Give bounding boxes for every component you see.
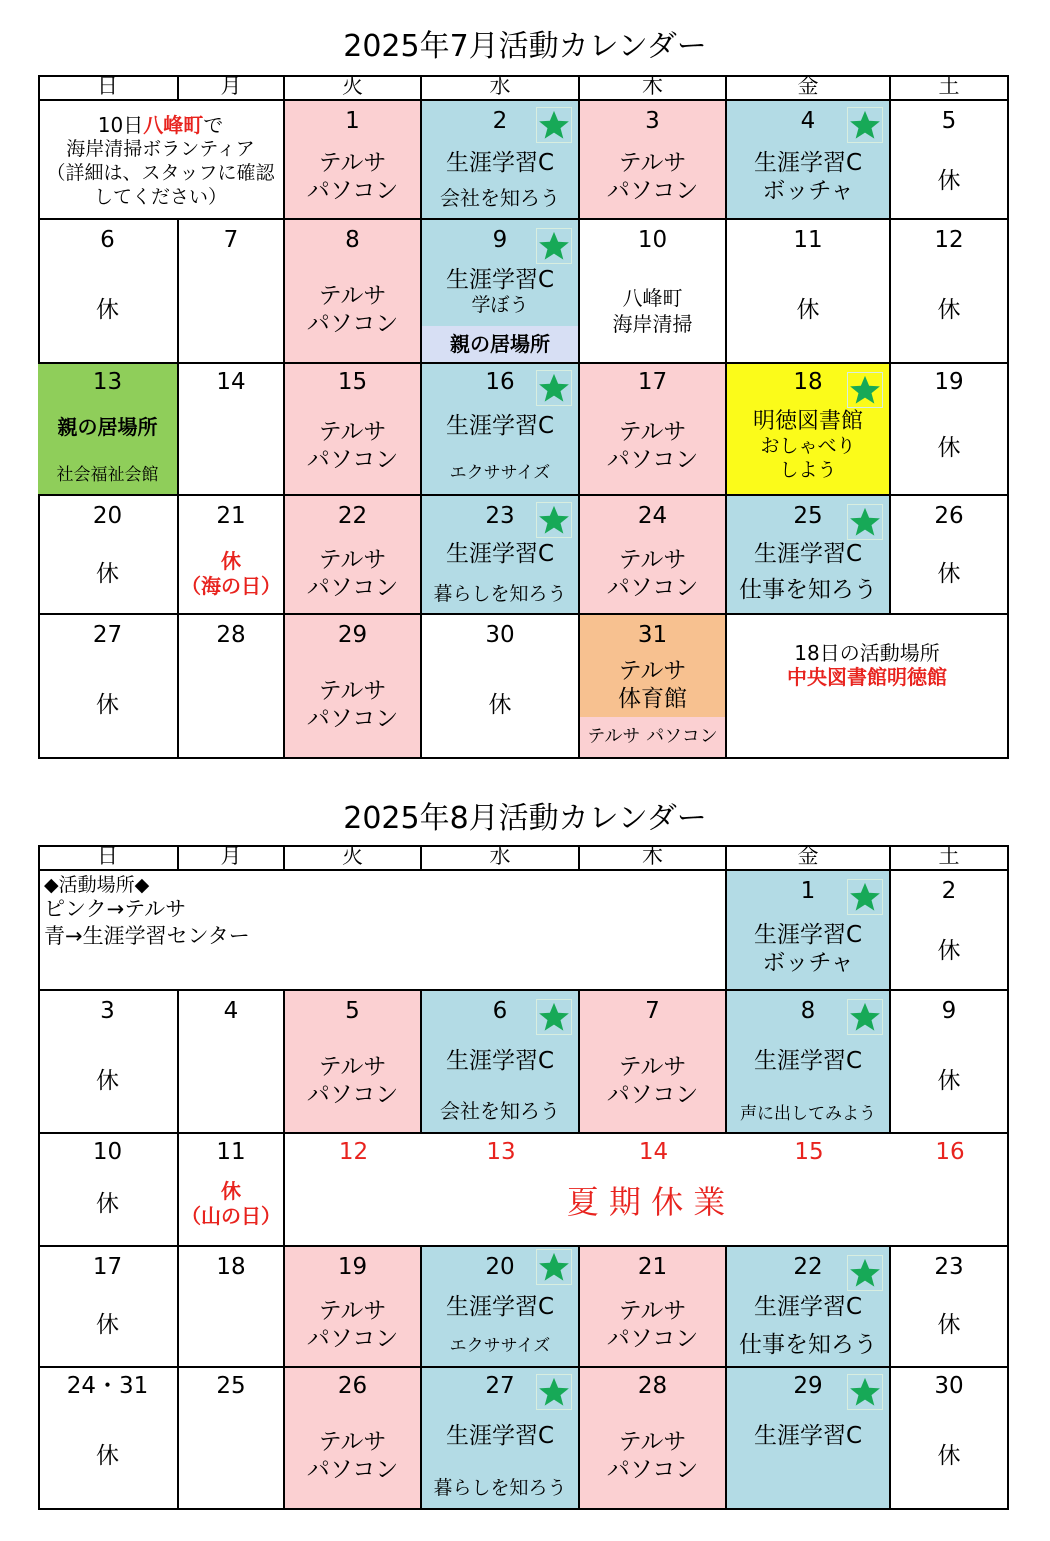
- day-cell-8-17: [38, 1247, 179, 1368]
- july-memo: [727, 615, 1009, 759]
- holiday-name: （山の日）: [181, 1204, 281, 1228]
- day-cell-8-9: [891, 991, 1009, 1134]
- day-cell-8-24-31: [38, 1368, 179, 1510]
- day-cell-8-11: [179, 1134, 285, 1247]
- activity-line1: テルサ: [318, 150, 387, 176]
- day-number: 17: [92, 1254, 123, 1280]
- day-number: 31: [637, 622, 668, 648]
- vacation-day-14: 14: [638, 1139, 669, 1165]
- day-number: 2: [941, 878, 957, 904]
- activity-line2: パソコン: [306, 447, 399, 473]
- vacation-day-12: 12: [338, 1139, 369, 1165]
- day-number: 18: [216, 1254, 246, 1280]
- day-number: 8: [800, 998, 816, 1024]
- activity-line2: 海岸清掃: [612, 312, 693, 336]
- day-cell-8-29: [727, 1368, 891, 1510]
- july-title: 2025年7月活動カレンダー: [343, 29, 707, 64]
- day-cell-7-7: [179, 220, 285, 364]
- memo-line1: 18日の活動場所: [794, 641, 940, 665]
- activity-line1: 生涯学習C: [753, 1048, 863, 1074]
- weekday-thu: 木: [580, 75, 727, 101]
- star-icon: [847, 1374, 883, 1410]
- day-cell-7-19: [891, 364, 1009, 496]
- day-number: 11: [216, 1139, 246, 1165]
- day-number: 29: [793, 1373, 823, 1399]
- star-icon: [536, 107, 572, 143]
- activity-line1: テルサ: [618, 150, 687, 176]
- rest-label: 休: [96, 692, 119, 718]
- day-cell-7-10: [580, 220, 727, 364]
- day-cell-7-21: [179, 496, 285, 615]
- day-number: 22: [337, 503, 368, 529]
- day-number: 7: [223, 227, 239, 253]
- day-cell-8-6: [422, 991, 580, 1134]
- day-number: 26: [337, 1373, 368, 1399]
- memo-line2: 中央図書館明徳館: [787, 665, 947, 689]
- legend-heading: ◆活動場所◆: [44, 874, 150, 896]
- parents-place-label: 親の居場所: [57, 415, 158, 439]
- summer-vacation-label: 夏 期 休 業: [566, 1183, 726, 1221]
- day-number: 15: [337, 369, 368, 395]
- rest-label: 休: [937, 435, 961, 461]
- august-legend: [38, 871, 727, 991]
- notice-line4: してください）: [93, 186, 227, 208]
- activity-line1: 生涯学習C: [445, 1294, 555, 1320]
- rest-label: 休: [937, 297, 961, 323]
- activity-line1: テルサ: [618, 1429, 687, 1455]
- day-number: 14: [216, 369, 246, 395]
- day-cell-7-6: [38, 220, 179, 364]
- rest-label: 休: [937, 1443, 961, 1469]
- day-cell-8-23: [891, 1247, 1009, 1368]
- day-cell-7-11: [727, 220, 891, 364]
- activity-line2: パソコン: [306, 1457, 399, 1483]
- weekday-thu: 木: [580, 845, 727, 871]
- day-number: 20: [485, 1254, 515, 1280]
- rest-label: 休: [937, 1312, 961, 1338]
- day-number: 10: [637, 227, 668, 253]
- day-number: 25: [216, 1373, 246, 1399]
- activity-line1: テルサ: [318, 1298, 387, 1324]
- day-cell-7-8: [285, 220, 422, 364]
- activity-line2: パソコン: [606, 447, 699, 473]
- star-icon: [847, 504, 883, 540]
- activity-sub: エクササイズ: [449, 463, 551, 483]
- activity-line2: パソコン: [606, 1326, 699, 1352]
- day-number: 30: [934, 1373, 964, 1399]
- vacation-day-13: 13: [486, 1139, 516, 1165]
- weekday-wed: 水: [422, 845, 580, 871]
- day-cell-8-5: [285, 991, 422, 1134]
- day-cell-8-4: [179, 991, 285, 1134]
- day-cell-8-19: [285, 1247, 422, 1368]
- day-number: 6: [100, 227, 115, 253]
- activity-line1: テルサ: [318, 678, 387, 704]
- star-icon: [536, 228, 572, 264]
- activity-line2: パソコン: [306, 1082, 399, 1108]
- activity-line1: 生涯学習C: [753, 922, 863, 948]
- day-cell-7-26: [891, 496, 1009, 615]
- day-number: 12: [934, 227, 964, 253]
- weekday-mon: 月: [179, 845, 285, 871]
- day-cell-7-30: [422, 615, 580, 759]
- activity-line1: テルサ: [618, 419, 687, 445]
- day-cell-8-26: [285, 1368, 422, 1510]
- day-cell-8-7: [580, 991, 727, 1134]
- notice-line2: 海岸清掃ボランティア: [66, 138, 255, 160]
- vacation-day-16: 16: [935, 1139, 965, 1165]
- activity-sub: 暮らしを知ろう: [433, 1477, 567, 1499]
- day-number: 23: [934, 1254, 964, 1280]
- weekday-tue: 火: [285, 75, 422, 101]
- activity-line1: 生涯学習C: [445, 1423, 555, 1449]
- day-number: 13: [92, 369, 123, 395]
- day-number: 9: [941, 998, 957, 1024]
- activity-sub2: しよう: [779, 459, 837, 481]
- rest-label: 休: [96, 1312, 119, 1338]
- activity-line1: テルサ: [618, 1298, 687, 1324]
- rest-label: 休: [937, 938, 961, 964]
- day-number: 23: [485, 503, 515, 529]
- day-cell-7-16: [422, 364, 580, 496]
- day-cell-8-2: [891, 871, 1009, 991]
- activity-sub: エクササイズ: [449, 1336, 551, 1356]
- activity-line2: パソコン: [606, 575, 699, 601]
- parents-place-band: [422, 326, 578, 362]
- venue-label: 社会福祉会館: [56, 465, 159, 485]
- day-cell-7-9: [422, 220, 580, 364]
- activity-line2: パソコン: [306, 1326, 399, 1352]
- weekday-fri: 金: [727, 75, 891, 101]
- day-cell-8-21: [580, 1247, 727, 1368]
- day-number: 27: [485, 1373, 515, 1399]
- star-icon: [536, 502, 572, 538]
- activity-line1: 生涯学習C: [753, 541, 863, 567]
- day-cell-7-1: [285, 101, 422, 220]
- day-cell-7-5: [891, 101, 1009, 220]
- day-cell-8-28: [580, 1368, 727, 1510]
- activity-sub: 学ぼう: [471, 294, 529, 316]
- rest-label: 休: [937, 561, 961, 587]
- day-number: 29: [337, 622, 368, 648]
- activity-line2: 体育館: [618, 686, 687, 712]
- day-cell-8-22: [727, 1247, 891, 1368]
- pc-band: [580, 717, 725, 757]
- legend-pink: ピンク→テルサ: [44, 897, 187, 921]
- rest-label: 休: [937, 168, 961, 194]
- day-cell-7-14: [179, 364, 285, 496]
- day-number: 11: [793, 227, 823, 253]
- day-number: 26: [934, 503, 964, 529]
- day-cell-8-27: [422, 1368, 580, 1510]
- activity-line1: 明徳図書館: [752, 409, 863, 434]
- july-notice: [38, 101, 285, 220]
- activity-line1: 八峰町: [622, 286, 683, 310]
- day-number: 2: [492, 108, 508, 134]
- day-number: 18: [793, 369, 823, 395]
- day-cell-7-17: [580, 364, 727, 496]
- holiday-label: 休: [221, 1179, 241, 1203]
- activity-line1: テルサ: [618, 547, 687, 573]
- activity-line2: パソコン: [306, 178, 399, 204]
- day-cell-8-30: [891, 1368, 1009, 1510]
- star-icon: [536, 999, 572, 1035]
- day-number: 9: [492, 227, 508, 253]
- day-number: 7: [645, 998, 660, 1024]
- activity-line1: テルサ: [318, 1054, 387, 1080]
- rest-label: 休: [96, 1443, 119, 1469]
- star-icon: [536, 1249, 572, 1285]
- star-icon: [536, 370, 572, 406]
- day-cell-7-29: [285, 615, 422, 759]
- activity-line1: 生涯学習C: [445, 1048, 555, 1074]
- activity-line1: テルサ: [318, 547, 387, 573]
- day-cell-8-8: [727, 991, 891, 1134]
- day-cell-7-15: [285, 364, 422, 496]
- day-number: 21: [216, 503, 246, 529]
- star-icon: [847, 372, 883, 408]
- day-number: 3: [645, 108, 660, 134]
- notice-place: 八峰町: [143, 113, 204, 137]
- day-cell-7-27: [38, 615, 179, 759]
- rest-label: 休: [96, 297, 119, 323]
- activity-line2: パソコン: [306, 311, 399, 337]
- weekday-sun: 日: [38, 75, 179, 101]
- activity-sub: 声に出してみよう: [740, 1104, 876, 1124]
- rest-label: 休: [96, 561, 119, 587]
- summer-vacation: [285, 1134, 1009, 1247]
- day-cell-8-25: [179, 1368, 285, 1510]
- star-icon: [847, 999, 883, 1035]
- day-number: 25: [793, 503, 823, 529]
- rest-label: 休: [488, 692, 512, 718]
- activity-line1: テルサ: [618, 658, 687, 684]
- rest-label: 休: [937, 1068, 961, 1094]
- day-cell-7-18: [727, 364, 891, 496]
- day-number: 8: [345, 227, 360, 253]
- day-number: 28: [216, 622, 246, 648]
- vacation-day-15: 15: [794, 1139, 824, 1165]
- pc-band-label: テルサ パソコン: [587, 726, 718, 747]
- day-cell-7-31: [580, 615, 727, 759]
- day-number: 6: [492, 998, 508, 1024]
- august-title: 2025年8月活動カレンダー: [343, 801, 707, 836]
- day-number: 10: [92, 1139, 123, 1165]
- parents-place-label: 親の居場所: [450, 332, 550, 356]
- weekday-mon: 月: [179, 75, 285, 101]
- activity-line1: テルサ: [318, 283, 387, 309]
- day-number: 27: [92, 622, 123, 648]
- day-number: 30: [485, 622, 515, 648]
- day-number: 1: [800, 878, 816, 904]
- day-number: 5: [941, 108, 957, 134]
- star-icon: [536, 1374, 572, 1410]
- activity-line1: 生涯学習C: [445, 541, 555, 567]
- activity-line1: テルサ: [618, 1054, 687, 1080]
- day-cell-7-28: [179, 615, 285, 759]
- notice-particle: で: [203, 113, 224, 137]
- day-cell-7-4: [727, 101, 891, 220]
- activity-line1: 生涯学習C: [445, 267, 555, 293]
- day-cell-7-24: [580, 496, 727, 615]
- activity-line2: パソコン: [606, 178, 699, 204]
- day-number: 17: [637, 369, 668, 395]
- day-number: 24: [637, 503, 668, 529]
- notice-date: 10日: [97, 113, 144, 137]
- day-number: 19: [934, 369, 964, 395]
- activity-line2: ボッチャ: [762, 178, 854, 204]
- day-number: 16: [485, 369, 515, 395]
- weekday-wed: 水: [422, 75, 580, 101]
- day-number: 28: [637, 1373, 668, 1399]
- day-cell-7-3: [580, 101, 727, 220]
- day-number: 20: [92, 503, 123, 529]
- activity-line1: 生涯学習C: [753, 1423, 863, 1449]
- day-cell-8-10: [38, 1134, 179, 1247]
- activity-line1: テルサ: [318, 419, 387, 445]
- day-number: 3: [100, 998, 115, 1024]
- day-cell-7-23: [422, 496, 580, 615]
- august-calendar: [38, 845, 1009, 1510]
- star-icon: [847, 107, 883, 143]
- day-number: 24・31: [66, 1373, 149, 1399]
- day-number: 19: [337, 1254, 368, 1280]
- day-number: 4: [223, 998, 239, 1024]
- day-cell-8-3: [38, 991, 179, 1134]
- day-number: 4: [800, 108, 816, 134]
- rest-label: 休: [96, 1191, 119, 1217]
- activity-line2: パソコン: [306, 575, 399, 601]
- activity-line2: 仕事を知ろう: [739, 577, 877, 603]
- rest-label: 休: [796, 297, 820, 323]
- activity-sub: 暮らしを知ろう: [433, 583, 567, 605]
- star-icon: [847, 879, 883, 915]
- activity-sub: おしゃべり: [760, 435, 856, 457]
- july-calendar: [38, 75, 1009, 759]
- day-cell-8-18: [179, 1247, 285, 1368]
- activity-line1: テルサ: [318, 1429, 387, 1455]
- rest-label: 休: [96, 1068, 119, 1094]
- star-icon: [847, 1255, 883, 1291]
- day-number: 22: [793, 1254, 823, 1280]
- day-cell-7-25: [727, 496, 891, 615]
- weekday-tue: 火: [285, 845, 422, 871]
- activity-line2: パソコン: [306, 706, 399, 732]
- activity-line1: 生涯学習C: [753, 150, 863, 176]
- day-cell-7-22: [285, 496, 422, 615]
- day-cell-7-20: [38, 496, 179, 615]
- activity-line2: 仕事を知ろう: [739, 1332, 877, 1358]
- day-number: 5: [345, 998, 360, 1024]
- activity-sub: 会社を知ろう: [440, 1099, 560, 1123]
- activity-sub: 会社を知ろう: [440, 186, 560, 210]
- activity-line1: 生涯学習C: [753, 1294, 863, 1320]
- day-number: 1: [345, 108, 360, 134]
- activity-line1: 生涯学習C: [445, 150, 555, 176]
- weekday-fri: 金: [727, 845, 891, 871]
- day-number: 21: [637, 1254, 668, 1280]
- day-cell-8-20: [422, 1247, 580, 1368]
- day-cell-7-2: [422, 101, 580, 220]
- weekday-sat: 土: [891, 845, 1009, 871]
- notice-line3: （詳細は、スタッフに確認: [46, 162, 275, 184]
- activity-line2: パソコン: [606, 1082, 699, 1108]
- activity-line2: パソコン: [606, 1457, 699, 1483]
- activity-line1: 生涯学習C: [445, 413, 555, 439]
- legend-blue: 青→生涯学習センター: [44, 924, 250, 948]
- activity-line2: ボッチャ: [762, 950, 854, 976]
- holiday-label: 休: [221, 549, 241, 573]
- day-cell-7-12: [891, 220, 1009, 364]
- holiday-name: （海の日）: [181, 574, 281, 598]
- day-cell-8-1: [727, 871, 891, 991]
- weekday-sat: 土: [891, 75, 1009, 101]
- day-cell-7-13: [38, 364, 179, 496]
- weekday-sun: 日: [38, 845, 179, 871]
